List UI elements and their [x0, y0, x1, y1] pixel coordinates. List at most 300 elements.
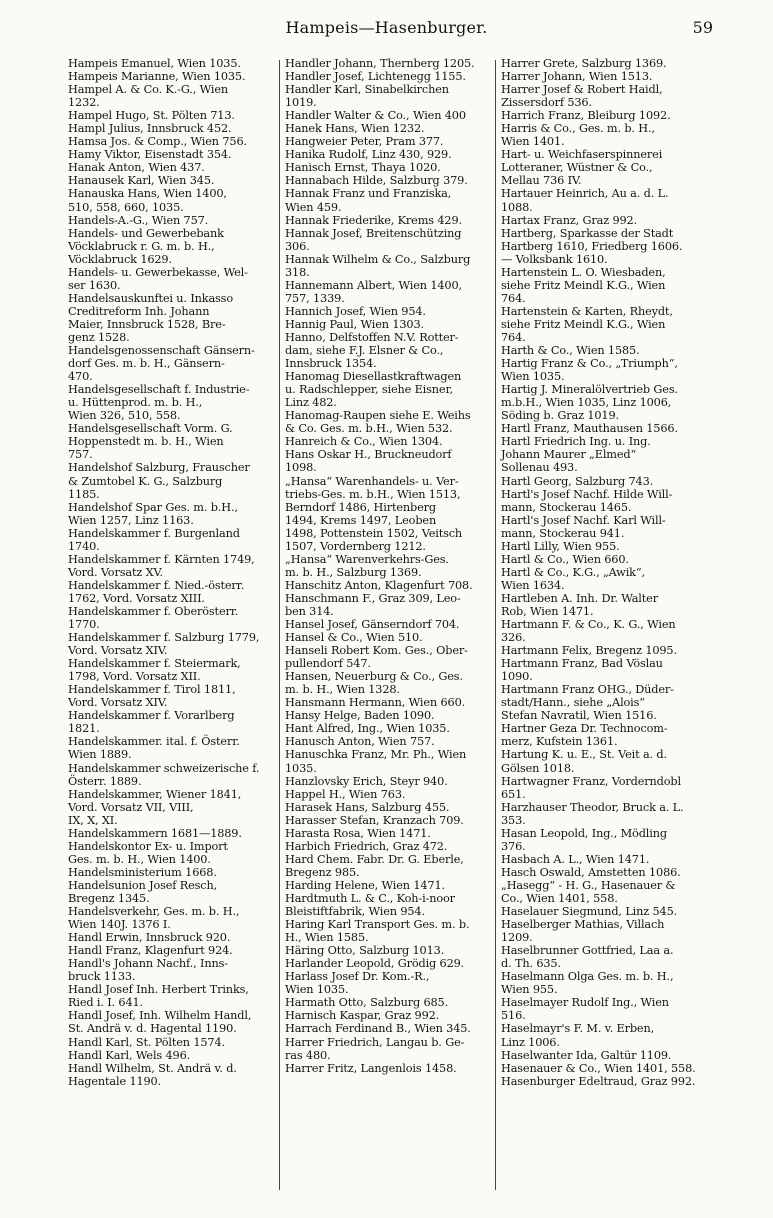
- entry-line: 306.: [285, 239, 310, 253]
- entry-line: Hansmann Hermann, Wien 660.: [285, 696, 466, 710]
- entry-line: Hannich Josef, Wien 954.: [285, 304, 426, 318]
- entry-line: St. Andrä v. d. Hagental 1190.: [68, 1022, 237, 1036]
- entry-line: Harlander Leopold, Grödig 629.: [285, 957, 465, 971]
- directory-entry: [501, 357, 711, 383]
- entry-line: Hartleben A. Inh. Dr. Walter: [501, 591, 658, 605]
- directory-entry: [68, 501, 280, 527]
- directory-entry: [501, 722, 711, 748]
- directory-entry: [501, 618, 711, 644]
- directory-entry: [501, 383, 711, 422]
- directory-entry: [501, 122, 711, 148]
- directory-entry: [501, 187, 711, 213]
- directory-entry: [285, 957, 497, 970]
- directory-entry: [501, 827, 711, 853]
- entry-line: Wien 326, 510, 558.: [68, 409, 181, 423]
- entry-line: Harrach Ferdinand B., Wien 345.: [285, 1022, 471, 1036]
- directory-entry: [285, 135, 497, 148]
- entry-line: Bregenz 1345.: [68, 892, 150, 905]
- entry-line: Hampeis Emanuel, Wien 1035.: [68, 57, 241, 70]
- directory-entry: [285, 174, 497, 187]
- entry-line: Creditreform Inh. Johann: [68, 304, 210, 318]
- entry-line: 1507, Vordernberg 1212.: [285, 539, 426, 553]
- entry-line: Ried i. I. 641.: [68, 996, 143, 1010]
- entry-line: Linz 482.: [285, 396, 337, 410]
- directory-entry: [285, 788, 497, 801]
- directory-entry: [68, 788, 280, 827]
- entry-line: Harrer Josef & Robert Haidl,: [501, 83, 663, 97]
- entry-line: Handelskammer f. Steiermark,: [68, 657, 241, 671]
- entry-line: Hanika Rudolf, Linz 430, 929.: [285, 148, 452, 162]
- entry-line: Handl Wilhelm, St. Andrä v. d.: [68, 1061, 237, 1075]
- entry-line: bruck 1133.: [68, 970, 136, 984]
- entry-line: Handelsgesellschaft Vorm. G.: [68, 422, 233, 436]
- directory-entry: [285, 801, 497, 814]
- directory-entry: [68, 70, 280, 83]
- directory-entry: [285, 409, 497, 435]
- entry-line: dorf Ges. m. b. H., Gänsern-: [68, 357, 225, 371]
- entry-line: Hartmann Felix, Bregenz 1095.: [501, 644, 677, 658]
- entry-line: Hoppenstedt m. b. H., Wien: [68, 435, 224, 449]
- entry-line: Wien 1634.: [501, 578, 565, 592]
- entry-line: Haselberger Mathias, Villach: [501, 918, 665, 932]
- entry-line: Handler Johann, Thernberg 1205.: [285, 57, 475, 70]
- directory-entry: [285, 892, 497, 918]
- entry-line: Handelskammer f. Salzburg 1779,: [68, 631, 260, 645]
- directory-entry: [68, 1049, 280, 1062]
- entry-line: Haselmayer Rudolf Ing., Wien: [501, 996, 669, 1010]
- entry-line: Handelskammer f. Tirol 1811,: [68, 683, 236, 697]
- directory-entry: [68, 944, 280, 957]
- entry-line: Hanreich & Co., Wien 1304.: [285, 435, 443, 449]
- entry-line: Hartig J. Mineralölvertrieb Ges.: [501, 383, 678, 397]
- directory-entry: [285, 696, 497, 709]
- entry-line: Hannemann Albert, Wien 1400,: [285, 278, 462, 292]
- entry-line: Hartl Georg, Salzburg 743.: [501, 474, 654, 488]
- entry-line: 1821.: [68, 722, 100, 736]
- page-header: [0, 14, 773, 40]
- entry-line: Hanak Anton, Wien 437.: [68, 161, 205, 175]
- entry-line: 470.: [68, 370, 93, 384]
- directory-entry: [501, 944, 711, 970]
- entry-line: Handelsgesellschaft f. Industrie-: [68, 383, 250, 397]
- entry-line: Vord. Vorsatz XIV.: [68, 696, 168, 710]
- entry-line: genz 1528.: [68, 330, 130, 344]
- directory-entry: [68, 827, 280, 840]
- directory-entry: [501, 70, 711, 83]
- directory-entry: [501, 253, 711, 266]
- entry-line: 651.: [501, 787, 526, 801]
- directory-entry: [501, 540, 711, 553]
- directory-entry: [501, 775, 711, 801]
- entry-line: Vöcklabruck r. G. m. b. H.,: [68, 239, 215, 253]
- page-title: Hampeis—Hasenburger.: [285, 18, 488, 37]
- entry-line: H., Wien 1585.: [285, 931, 369, 945]
- entry-line: Harnisch Kaspar, Graz 992.: [285, 1009, 440, 1023]
- directory-entry: [68, 292, 280, 344]
- directory-entry: [501, 422, 711, 435]
- entry-line: 1740.: [68, 539, 100, 553]
- directory-entry: [285, 318, 497, 331]
- entry-line: Haselmayr's F. M. v. Erben,: [501, 1022, 655, 1036]
- entry-line: merz, Kufstein 1361.: [501, 735, 618, 749]
- directory-entry: [501, 683, 711, 722]
- entry-line: „Hansa“ Warenhandels- u. Ver-: [285, 474, 459, 488]
- directory-entry: [68, 957, 280, 983]
- entry-line: triebs-Ges. m. b.H., Wien 1513,: [285, 487, 461, 501]
- entry-line: Hannak Wilhelm & Co., Salzburg: [285, 252, 471, 266]
- entry-line: Berndorf 1486, Hirtenberg: [285, 500, 436, 514]
- entry-line: Wien 459.: [285, 200, 342, 214]
- directory-entry: [501, 996, 711, 1022]
- entry-line: Handl's Johann Nachf., Inns-: [68, 957, 228, 971]
- entry-line: siehe Fritz Meindl K.G., Wien: [501, 317, 666, 331]
- entry-line: Hartig Franz & Co., „Triumph“,: [501, 357, 678, 371]
- entry-line: Ges. m. b. H., Wien 1400.: [68, 852, 211, 866]
- entry-line: Hartmann Franz OHG., Düder-: [501, 683, 674, 697]
- entry-line: Handelsverkehr, Ges. m. b. H.,: [68, 905, 240, 919]
- entry-line: Hasenauer & Co., Wien 1401, 558.: [501, 1061, 696, 1075]
- entry-line: Hanomag-Raupen siehe E. Weihs: [285, 409, 471, 423]
- entry-line: Harzhauser Theodor, Bruck a. L.: [501, 800, 684, 814]
- directory-entry: [285, 631, 497, 644]
- entry-line: — Volksbank 1610.: [501, 252, 608, 266]
- directory-entry: [285, 1036, 497, 1062]
- entry-line: Hartax Franz, Graz 992.: [501, 213, 638, 227]
- entry-line: Linz 1006.: [501, 1035, 560, 1049]
- directory-entry: [68, 174, 280, 187]
- entry-line: Lotteraner, Wüstner & Co.,: [501, 161, 653, 175]
- entry-line: Handelsgenossenschaft Gänsern-: [68, 344, 255, 358]
- entry-line: Handelskammer. ital. f. Österr.: [68, 735, 240, 749]
- entry-line: Handl Josef Inh. Herbert Trinks,: [68, 983, 249, 997]
- entry-line: Hant Alfred, Ing., Wien 1035.: [285, 722, 450, 736]
- entry-line: 1209.: [501, 931, 533, 945]
- entry-line: „Hansa“ Warenverkehrs-Ges.: [285, 552, 449, 566]
- entry-line: Hartl & Co., Wien 660.: [501, 552, 629, 566]
- directory-entry: [285, 853, 497, 879]
- directory-entry: [68, 527, 280, 553]
- entry-line: Haselwanter Ida, Galtür 1109.: [501, 1048, 672, 1062]
- entry-line: Happel H., Wien 763.: [285, 787, 406, 801]
- entry-line: 757.: [68, 448, 93, 462]
- entry-line: Hartberg 1610, Friedberg 1606.: [501, 239, 683, 253]
- directory-entry: [501, 553, 711, 566]
- directory-entry: [285, 748, 497, 774]
- entry-line: Hartenstein L. O. Wiesbaden,: [501, 265, 666, 279]
- directory-entry: [501, 109, 711, 122]
- entry-line: ras 480.: [285, 1048, 331, 1062]
- entry-line: Hasan Leopold, Ing., Mödling: [501, 826, 667, 840]
- entry-line: Hard Chem. Fabr. Dr. G. Eberle,: [285, 852, 464, 866]
- directory-entry: [285, 970, 497, 996]
- directory-entry: [285, 57, 497, 70]
- directory-entry: [285, 187, 497, 213]
- directory-entry: [285, 775, 497, 788]
- entry-line: Handelskammer, Wiener 1841,: [68, 787, 242, 801]
- directory-entry: [68, 187, 280, 213]
- directory-entry: [285, 840, 497, 853]
- entry-line: Vord. Vorsatz VII, VIII,: [68, 800, 194, 814]
- entry-line: Hamsa Jos. & Comp., Wien 756.: [68, 135, 247, 149]
- directory-entry: [68, 735, 280, 761]
- entry-line: Wien 1257, Linz 1163.: [68, 513, 194, 527]
- directory-entry: [285, 1009, 497, 1022]
- directory-entry: [68, 866, 280, 879]
- entry-line: Handels- u. Gewerbekasse, Wel-: [68, 265, 248, 279]
- entry-line: & Zumtobel K. G., Salzburg: [68, 474, 223, 488]
- entry-line: Hannig Paul, Wien 1303.: [285, 317, 424, 331]
- directory-entry: [501, 566, 711, 592]
- directory-entry: [68, 631, 280, 657]
- entry-line: Maier, Innsbruck 1528, Bre-: [68, 317, 226, 331]
- directory-entry: [68, 579, 280, 605]
- entry-line: Handelskammer f. Vorarlberg: [68, 709, 235, 723]
- entry-line: Hartberg, Sparkasse der Stadt: [501, 226, 674, 240]
- column-3: [501, 57, 711, 1088]
- entry-line: Handelshof Spar Ges. m. b.H.,: [68, 500, 238, 514]
- entry-line: ser 1630.: [68, 278, 121, 292]
- entry-line: Handelsunion Josef Resch,: [68, 878, 218, 892]
- entry-line: Handelskammer f. Kärnten 1749,: [68, 552, 255, 566]
- entry-line: Hanusch Anton, Wien 757.: [285, 735, 435, 749]
- entry-line: Hans Oskar H., Bruckneudorf: [285, 448, 452, 462]
- entry-line: 764.: [501, 330, 526, 344]
- directory-entry: [68, 1036, 280, 1049]
- directory-entry: [285, 722, 497, 735]
- directory-entry: [68, 227, 280, 266]
- entry-line: Hartner Geza Dr. Technocom-: [501, 722, 668, 736]
- entry-line: Hanauska Hans, Wien 1400,: [68, 187, 227, 201]
- entry-line: Zissersdorf 536.: [501, 96, 592, 110]
- entry-line: u. Hüttenprod. m. b. H.,: [68, 396, 203, 410]
- entry-line: Hartl Lilly, Wien 955.: [501, 539, 620, 553]
- directory-entry: [501, 905, 711, 918]
- directory-entry: [501, 305, 711, 344]
- entry-line: Hanek Hans, Wien 1232.: [285, 122, 425, 136]
- entry-line: Haselbrunner Gottfried, Laa a.: [501, 944, 674, 958]
- directory-entry: [285, 109, 497, 122]
- entry-line: Harrer Fritz, Langenlois 1458.: [285, 1061, 457, 1075]
- directory-entry: [68, 135, 280, 148]
- directory-entry: [68, 709, 280, 735]
- entry-line: Handl Franz, Klagenfurt 924.: [68, 944, 233, 958]
- entry-line: Hannabach Hilde, Salzburg 379.: [285, 174, 468, 188]
- entry-line: 1035.: [285, 761, 317, 775]
- directory-entry: [68, 1009, 280, 1035]
- entry-line: Wien 955.: [501, 983, 558, 997]
- directory-entry: [285, 435, 497, 448]
- entry-line: Harris & Co., Ges. m. b. H.,: [501, 122, 655, 136]
- entry-line: Handelsauskunftei u. Inkasso: [68, 291, 233, 305]
- entry-line: 376.: [501, 839, 526, 853]
- directory-entry: [285, 670, 497, 696]
- directory-entry: [285, 475, 497, 553]
- directory-entry: [68, 657, 280, 683]
- entry-line: mann, Stockerau 941.: [501, 526, 625, 540]
- entry-line: Mellau 736 IV.: [501, 174, 582, 188]
- page-number: 59: [692, 18, 713, 37]
- directory-entry: [285, 814, 497, 827]
- entry-line: Hampel Hugo, St. Pölten 713.: [68, 109, 235, 123]
- directory-entry: [501, 344, 711, 357]
- entry-line: Johann Maurer „Elmed“: [501, 448, 637, 462]
- entry-line: Hanschitz Anton, Klagenfurt 708.: [285, 578, 473, 592]
- entry-line: Handler Walter & Co., Wien 400: [285, 109, 466, 123]
- directory-entry: [501, 57, 711, 70]
- entry-line: 1019.: [285, 96, 317, 110]
- directory-entry: [68, 161, 280, 174]
- entry-line: 1185.: [68, 487, 100, 501]
- directory-entry: [68, 553, 280, 579]
- directory-entry: [501, 514, 711, 540]
- directory-entry: [501, 866, 711, 879]
- entry-line: stadt/Hann., siehe „Alois“: [501, 696, 645, 710]
- entry-line: 1098.: [285, 461, 317, 475]
- entry-line: Hartl Friedrich Ing. u. Ing.: [501, 435, 651, 449]
- entry-line: 1232.: [68, 96, 100, 110]
- entry-line: Hansel & Co., Wien 510.: [285, 631, 423, 645]
- directory-entry: [285, 279, 497, 305]
- directory-entry: [285, 879, 497, 892]
- directory-entry: [285, 918, 497, 944]
- directory-entry: [285, 370, 497, 409]
- entry-line: Hansel Josef, Gänserndorf 704.: [285, 618, 460, 632]
- directory-entry: [285, 227, 497, 253]
- entry-line: Hanschmann F., Graz 309, Leo-: [285, 591, 461, 605]
- entry-line: 1498, Pottenstein 1502, Veitsch: [285, 526, 463, 540]
- entry-line: Hanno, Delfstoffen N.V. Rotter-: [285, 330, 459, 344]
- directory-entry: [501, 1075, 711, 1088]
- directory-entry: [501, 801, 711, 827]
- entry-line: Hartung K. u. E., St. Veit a. d.: [501, 748, 667, 762]
- directory-entry: [68, 422, 280, 461]
- entry-line: Handl Erwin, Innsbruck 920.: [68, 931, 231, 945]
- entry-line: Gölsen 1018.: [501, 761, 575, 775]
- directory-entry: [68, 109, 280, 122]
- entry-line: Hamy Viktor, Eisenstadt 354.: [68, 148, 232, 162]
- entry-line: Co., Wien 1401, 558.: [501, 892, 618, 905]
- entry-line: Wien 1035.: [285, 983, 349, 997]
- directory-entry: [501, 592, 711, 618]
- entry-line: Handler Josef, Lichtenegg 1155.: [285, 70, 466, 84]
- directory-entry: [285, 827, 497, 840]
- entry-line: Hasbach A. L., Wien 1471.: [501, 852, 650, 866]
- directory-entry: [285, 122, 497, 135]
- directory-entry: [285, 709, 497, 722]
- directory-entry: [68, 605, 280, 631]
- entry-line: Harrer Friedrich, Langau b. Ge-: [285, 1035, 465, 1049]
- entry-line: Hartl's Josef Nachf. Hilde Will-: [501, 487, 673, 501]
- entry-line: Vöcklabruck 1629.: [68, 252, 172, 266]
- entry-line: Harasta Rosa, Wien 1471.: [285, 826, 431, 840]
- entry-line: Häring Otto, Salzburg 1013.: [285, 944, 445, 958]
- entry-line: Hannak Friederike, Krems 429.: [285, 213, 462, 227]
- entry-line: 1494, Krems 1497, Leoben: [285, 513, 437, 527]
- entry-line: Hart- u. Weichfaserspinnerei: [501, 148, 663, 162]
- entry-line: Hangweier Peter, Pram 377.: [285, 135, 444, 149]
- directory-entry: [501, 214, 711, 227]
- column-1: [68, 57, 280, 1088]
- entry-line: Harrer Grete, Salzburg 1369.: [501, 57, 667, 70]
- entry-line: Stefan Navratil, Wien 1516.: [501, 709, 657, 723]
- entry-line: „Hasegg“ - H. G., Hasenauer &: [501, 878, 676, 892]
- directory-entry: [285, 1062, 497, 1075]
- directory-entry: [285, 253, 497, 279]
- entry-line: Hagentale 1190.: [68, 1074, 162, 1088]
- entry-line: Hartmann Franz, Bad Vöslau: [501, 657, 663, 671]
- directory-entry: [68, 383, 280, 422]
- entry-line: Handler Karl, Sinabelkirchen: [285, 83, 449, 97]
- directory-entry: [68, 1062, 280, 1088]
- directory-entry: [501, 488, 711, 514]
- directory-entry: [68, 931, 280, 944]
- entry-line: mann, Stockerau 1465.: [501, 500, 632, 514]
- entry-line: & Co. Ges. m. b.H., Wien 532.: [285, 422, 453, 436]
- entry-line: Vord. Vorsatz XIV.: [68, 644, 168, 658]
- directory-entry: [501, 748, 711, 774]
- directory-entry: [501, 879, 711, 905]
- entry-line: Handels-A.-G., Wien 757.: [68, 213, 209, 227]
- directory-entry: [501, 266, 711, 305]
- entry-line: m. b. H., Salzburg 1369.: [285, 565, 422, 579]
- entry-line: Hanomag Diesellastkraftwagen: [285, 370, 462, 384]
- directory-entry: [68, 122, 280, 135]
- directory-entry: [285, 214, 497, 227]
- directory-entry: [285, 553, 497, 579]
- entry-line: Harrer Johann, Wien 1513.: [501, 70, 653, 84]
- directory-entry: [285, 305, 497, 318]
- entry-line: Hannak Franz und Franziska,: [285, 187, 452, 201]
- entry-line: Handelskammer f. Oberösterr.: [68, 604, 239, 618]
- entry-line: Hanuschka Franz, Mr. Ph., Wien: [285, 748, 467, 762]
- entry-line: IX, X, XI.: [68, 813, 118, 827]
- entry-line: 1088.: [501, 200, 533, 214]
- directory-entry: [501, 1062, 711, 1075]
- entry-line: Hanzlovsky Erich, Steyr 940.: [285, 774, 448, 788]
- entry-line: Handelskammer f. Burgenland: [68, 526, 240, 540]
- directory-entry: [285, 644, 497, 670]
- directory-entry: [501, 918, 711, 944]
- directory-entry: [501, 1049, 711, 1062]
- directory-entry: [68, 879, 280, 905]
- entry-line: 1798, Vord. Vorsatz XII.: [68, 670, 201, 684]
- entry-line: Harlass Josef Dr. Kom.-R.,: [285, 970, 430, 984]
- directory-entry: [68, 266, 280, 292]
- entry-line: Handelskammern 1681—1889.: [68, 826, 242, 840]
- directory-entry: [68, 905, 280, 931]
- entry-line: Innsbruck 1354.: [285, 357, 377, 371]
- directory-entry: [285, 148, 497, 161]
- entry-line: Hartwagner Franz, Vorderndobl: [501, 774, 681, 788]
- directory-entry: [285, 161, 497, 174]
- entry-line: Harth & Co., Wien 1585.: [501, 344, 640, 358]
- directory-entry: [285, 944, 497, 957]
- directory-entry: [501, 853, 711, 866]
- entry-line: siehe Fritz Meindl K.G., Wien: [501, 278, 666, 292]
- entry-line: Hampl Julius, Innsbruck 452.: [68, 122, 232, 136]
- entry-line: Harrich Franz, Bleiburg 1092.: [501, 109, 671, 123]
- entry-line: 757, 1339.: [285, 291, 345, 305]
- entry-line: Bregenz 985.: [285, 865, 360, 879]
- entry-line: Handelskontor Ex- u. Import: [68, 839, 228, 853]
- entry-line: Hannak Josef, Breitenschützing: [285, 226, 462, 240]
- directory-entry: [285, 592, 497, 618]
- directory-entry: [68, 683, 280, 709]
- directory-entry: [285, 579, 497, 592]
- entry-line: Söding b. Graz 1019.: [501, 409, 619, 423]
- directory-entry: [68, 83, 280, 109]
- entry-line: Hardtmuth L. & C., Koh-i-noor: [285, 892, 455, 905]
